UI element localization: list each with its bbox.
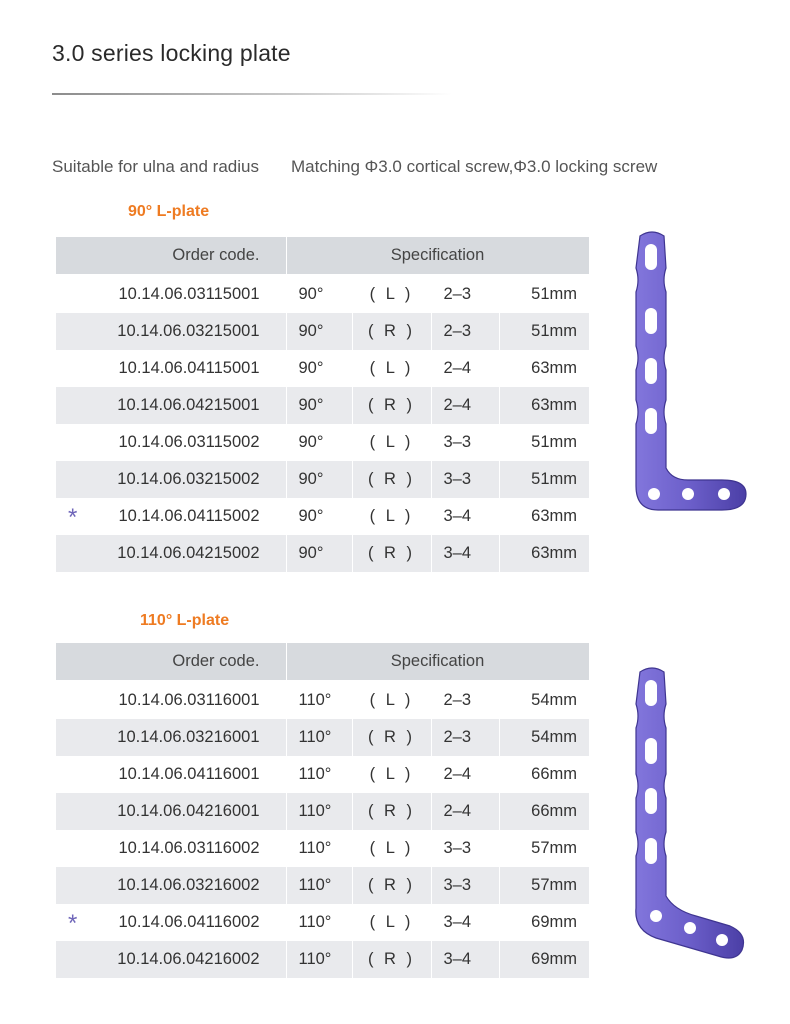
table-row: [56, 387, 589, 424]
order-code-cell-text: 10.14.06.04116002: [118, 913, 260, 931]
section-title-110: 110° L-plate: [140, 612, 230, 629]
order-code-cell-text: 10.14.06.04116001: [118, 765, 260, 783]
angle-cell-text: 110°: [298, 765, 332, 783]
angle-cell: [286, 719, 352, 756]
length-cell: [499, 498, 589, 535]
side-cell: [352, 424, 431, 461]
length-cell: [499, 793, 589, 830]
table-row: [56, 904, 589, 941]
side-cell: [352, 387, 431, 424]
range-cell-text: 3–3: [443, 839, 472, 857]
range-cell: [431, 424, 499, 461]
order-code-cell-text: 10.14.06.03115001: [118, 285, 260, 303]
order-table-90: [56, 237, 590, 572]
angle-cell: [286, 350, 352, 387]
length-cell: [499, 313, 589, 350]
suitable-text: Suitable for ulna and radius: [52, 157, 259, 176]
angle-cell: [286, 681, 352, 719]
length-cell-text: 69mm: [531, 950, 577, 968]
side-cell: [352, 941, 431, 978]
order-table-110: [56, 643, 590, 978]
length-cell: [499, 830, 589, 867]
order-code-cell-text: 10.14.06.03216001: [117, 728, 260, 746]
length-cell-text: 63mm: [531, 396, 577, 414]
range-cell-text: 3–3: [443, 433, 472, 451]
length-cell-text: 54mm: [531, 691, 577, 709]
length-cell: [499, 350, 589, 387]
side-cell: [352, 275, 431, 313]
range-cell-text: 3–3: [443, 470, 472, 488]
range-cell-text: 2–3: [443, 285, 472, 303]
angle-cell-text: 90°: [298, 359, 324, 377]
range-cell-text: 3–3: [443, 876, 472, 894]
side-cell: [352, 904, 431, 941]
side-cell-text: ( R ): [367, 544, 416, 562]
length-cell: [499, 681, 589, 719]
order-code-cell: [56, 793, 286, 830]
table-row: [56, 313, 589, 350]
length-cell: [499, 461, 589, 498]
range-cell-text: 2–3: [443, 728, 472, 746]
angle-cell: [286, 904, 352, 941]
order-code-cell: [56, 719, 286, 756]
length-cell-text: 63mm: [531, 359, 577, 377]
range-cell: [431, 719, 499, 756]
order-code-cell-text: 10.14.06.04215002: [117, 544, 260, 562]
order-code-cell-text: 10.14.06.03215001: [117, 322, 260, 340]
range-cell-text: 2–4: [443, 765, 472, 783]
angle-cell: [286, 756, 352, 793]
side-cell-text: ( L ): [369, 507, 414, 525]
range-cell: [431, 350, 499, 387]
l-plate-110-image: [618, 664, 758, 964]
range-cell: [431, 904, 499, 941]
length-cell-text: 66mm: [531, 802, 577, 820]
range-cell: [431, 941, 499, 978]
order-code-cell-text: 10.14.06.04216002: [117, 950, 260, 968]
order-code-cell-text: 10.14.06.04115001: [118, 359, 260, 377]
range-cell: [431, 535, 499, 572]
range-cell-text: 2–4: [443, 802, 472, 820]
order-code-cell: [56, 350, 286, 387]
table-row: [56, 830, 589, 867]
side-cell-text: ( L ): [369, 839, 414, 857]
order-code-cell-text: 10.14.06.03116002: [118, 839, 260, 857]
range-cell: [431, 498, 499, 535]
angle-cell-text: 110°: [298, 950, 332, 968]
table-row: [56, 941, 589, 978]
table-row: [56, 719, 589, 756]
side-cell-text: ( R ): [367, 802, 416, 820]
length-cell-text: 57mm: [531, 839, 577, 857]
order-code-cell: [56, 387, 286, 424]
angle-cell: [286, 498, 352, 535]
order-code-cell-text: 10.14.06.04115002: [118, 507, 260, 525]
angle-cell-text: 110°: [298, 876, 332, 894]
table-row: [56, 681, 589, 719]
side-cell-text: ( L ): [369, 285, 414, 303]
order-code-cell: [56, 498, 286, 535]
side-cell: [352, 350, 431, 387]
length-cell-text: 54mm: [531, 728, 577, 746]
title-rule: [52, 93, 452, 95]
table-row: [56, 756, 589, 793]
side-cell: [352, 461, 431, 498]
angle-cell: [286, 535, 352, 572]
side-cell: [352, 756, 431, 793]
side-cell-text: ( L ): [369, 913, 414, 931]
length-cell-text: 63mm: [531, 507, 577, 525]
range-cell: [431, 461, 499, 498]
table-row: [56, 350, 589, 387]
length-cell-text: 63mm: [531, 544, 577, 562]
angle-cell-text: 90°: [298, 322, 324, 340]
length-cell: [499, 387, 589, 424]
angle-cell-text: 90°: [298, 544, 324, 562]
length-cell: [499, 941, 589, 978]
angle-cell: [286, 424, 352, 461]
range-cell-text: 2–3: [443, 691, 472, 709]
length-cell-text: 51mm: [531, 433, 577, 451]
star-icon: *: [68, 910, 78, 937]
intro-line: [52, 157, 657, 177]
length-cell: [499, 867, 589, 904]
order-code-cell: [56, 313, 286, 350]
table-row: [56, 867, 589, 904]
side-cell: [352, 867, 431, 904]
angle-cell: [286, 830, 352, 867]
angle-cell-text: 110°: [298, 913, 332, 931]
length-cell: [499, 535, 589, 572]
side-cell-text: ( L ): [369, 359, 414, 377]
angle-cell: [286, 941, 352, 978]
length-cell-text: 51mm: [531, 322, 577, 340]
length-cell-text: 51mm: [531, 285, 577, 303]
order-code-cell: [56, 461, 286, 498]
angle-cell: [286, 867, 352, 904]
order-code-cell: [56, 941, 286, 978]
range-cell: [431, 793, 499, 830]
table-row: [56, 535, 589, 572]
side-cell-text: ( R ): [367, 950, 416, 968]
order-code-cell: [56, 830, 286, 867]
column-header-specification: Specification: [286, 643, 589, 681]
star-icon: *: [68, 504, 78, 531]
side-cell: [352, 830, 431, 867]
range-cell-text: 3–4: [443, 507, 472, 525]
side-cell: [352, 681, 431, 719]
length-cell: [499, 756, 589, 793]
length-cell-text: 51mm: [531, 470, 577, 488]
length-cell: [499, 719, 589, 756]
angle-cell: [286, 793, 352, 830]
angle-cell: [286, 461, 352, 498]
column-header-order-code: Order code.: [56, 237, 286, 275]
page-title: 3.0 series locking plate: [52, 40, 291, 66]
length-cell: [499, 424, 589, 461]
side-cell-text: ( R ): [367, 876, 416, 894]
table-row: [56, 461, 589, 498]
order-code-cell-text: 10.14.06.04216001: [117, 802, 260, 820]
order-code-cell: [56, 867, 286, 904]
matching-text: Matching Φ3.0 cortical screw,Φ3.0 locking screw: [290, 157, 658, 176]
l-plate-90-image: [618, 228, 758, 518]
length-cell-text: 66mm: [531, 765, 577, 783]
column-header-specification: Specification: [286, 237, 589, 275]
table-row: [56, 275, 589, 313]
angle-cell-text: 110°: [298, 691, 332, 709]
side-cell-text: ( R ): [367, 396, 416, 414]
section-title-90: 90° L-plate: [128, 203, 210, 220]
side-cell: [352, 719, 431, 756]
angle-cell-text: 90°: [298, 507, 324, 525]
order-code-cell: [56, 424, 286, 461]
length-cell: [499, 904, 589, 941]
table-row: [56, 498, 589, 535]
side-cell: [352, 313, 431, 350]
side-cell-text: ( L ): [369, 433, 414, 451]
range-cell-text: 2–4: [443, 359, 472, 377]
length-cell-text: 69mm: [531, 913, 577, 931]
angle-cell-text: 90°: [298, 396, 324, 414]
angle-cell-text: 90°: [298, 470, 324, 488]
order-code-cell-text: 10.14.06.03215002: [117, 470, 260, 488]
range-cell-text: 3–4: [443, 950, 472, 968]
range-cell: [431, 313, 499, 350]
table-row: [56, 793, 589, 830]
side-cell: [352, 498, 431, 535]
range-cell: [431, 867, 499, 904]
order-code-cell: [56, 535, 286, 572]
order-code-cell: [56, 275, 286, 313]
range-cell-text: 2–3: [443, 322, 472, 340]
range-cell: [431, 681, 499, 719]
order-code-cell-text: 10.14.06.04215001: [117, 396, 260, 414]
angle-cell-text: 110°: [298, 802, 332, 820]
order-code-cell: [56, 681, 286, 719]
range-cell-text: 3–4: [443, 913, 472, 931]
angle-cell: [286, 387, 352, 424]
side-cell-text: ( L ): [369, 765, 414, 783]
length-cell-text: 57mm: [531, 876, 577, 894]
side-cell-text: ( L ): [369, 691, 414, 709]
range-cell-text: 3–4: [443, 544, 472, 562]
range-cell: [431, 275, 499, 313]
range-cell: [431, 830, 499, 867]
range-cell-text: 2–4: [443, 396, 472, 414]
order-code-cell-text: 10.14.06.03216002: [117, 876, 260, 894]
range-cell: [431, 387, 499, 424]
order-code-cell: [56, 904, 286, 941]
table-row: [56, 424, 589, 461]
order-code-cell-text: 10.14.06.03115002: [118, 433, 260, 451]
side-cell: [352, 535, 431, 572]
side-cell-text: ( R ): [367, 470, 416, 488]
angle-cell-text: 110°: [298, 839, 332, 857]
angle-cell-text: 110°: [298, 728, 332, 746]
range-cell: [431, 756, 499, 793]
angle-cell-text: 90°: [298, 285, 324, 303]
angle-cell: [286, 275, 352, 313]
length-cell: [499, 275, 589, 313]
side-cell: [352, 793, 431, 830]
side-cell-text: ( R ): [367, 322, 416, 340]
column-header-order-code: Order code.: [56, 643, 286, 681]
angle-cell-text: 90°: [298, 433, 324, 451]
angle-cell: [286, 313, 352, 350]
order-code-cell: [56, 756, 286, 793]
order-code-cell-text: 10.14.06.03116001: [118, 691, 260, 709]
side-cell-text: ( R ): [367, 728, 416, 746]
